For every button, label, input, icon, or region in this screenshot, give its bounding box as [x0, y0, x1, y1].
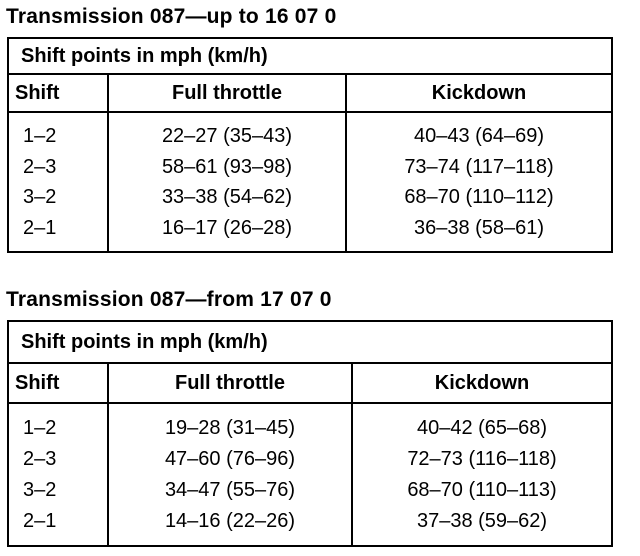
table-row [8, 443, 612, 474]
column-header-full-throttle: Full throttle [108, 363, 352, 403]
shift-cell: 2–3 [23, 155, 57, 178]
full-throttle-cell: 14–16 (22–26) [108, 506, 352, 537]
shift-cell: 2–1 [23, 510, 57, 533]
shift-cell: 2–3 [23, 447, 57, 470]
shift-cell: 1–2 [23, 416, 57, 439]
table-caption: Shift points in mph (km/h) [8, 321, 612, 363]
column-header-kickdown: Kickdown [346, 74, 612, 112]
table-row [8, 412, 612, 443]
shift-cell: 1–2 [23, 125, 57, 148]
kickdown-cell: 37–38 (59–62) [352, 506, 612, 537]
kickdown-cell: 40–42 (65–68) [352, 412, 612, 443]
table-row [8, 506, 612, 537]
column-header-shift: Shift [8, 74, 108, 112]
full-throttle-cell: 58–61 (93–98) [108, 152, 346, 183]
kickdown-cell: 36–38 (58–61) [346, 213, 612, 244]
section-title: Transmission 087—from 17 07 0 [6, 288, 332, 311]
full-throttle-cell: 16–17 (26–28) [108, 213, 346, 244]
kickdown-cell: 72–73 (116–118) [352, 443, 612, 474]
column-header-kickdown: Kickdown [352, 363, 612, 403]
kickdown-cell: 73–74 (117–118) [346, 152, 612, 183]
kickdown-cell: 68–70 (110–113) [352, 475, 612, 506]
shift-cell: 3–2 [23, 479, 57, 502]
table-row [8, 182, 612, 213]
table-row [8, 121, 612, 152]
table-row [8, 152, 612, 183]
column-header-shift: Shift [8, 363, 108, 403]
section-title: Transmission 087—up to 16 07 0 [6, 5, 337, 28]
table-caption: Shift points in mph (km/h) [8, 38, 612, 74]
shift-points-table [7, 37, 613, 253]
kickdown-cell: 40–43 (64–69) [346, 121, 612, 152]
shift-cell: 3–2 [23, 186, 57, 209]
full-throttle-cell: 34–47 (55–76) [108, 475, 352, 506]
shift-points-table [7, 320, 613, 547]
column-header-full-throttle: Full throttle [108, 74, 346, 112]
full-throttle-cell: 22–27 (35–43) [108, 121, 346, 152]
table-row [8, 475, 612, 506]
kickdown-cell: 68–70 (110–112) [346, 182, 612, 213]
table-row [8, 213, 612, 244]
full-throttle-cell: 47–60 (76–96) [108, 443, 352, 474]
full-throttle-cell: 19–28 (31–45) [108, 412, 352, 443]
full-throttle-cell: 33–38 (54–62) [108, 182, 346, 213]
shift-cell: 2–1 [23, 216, 57, 239]
